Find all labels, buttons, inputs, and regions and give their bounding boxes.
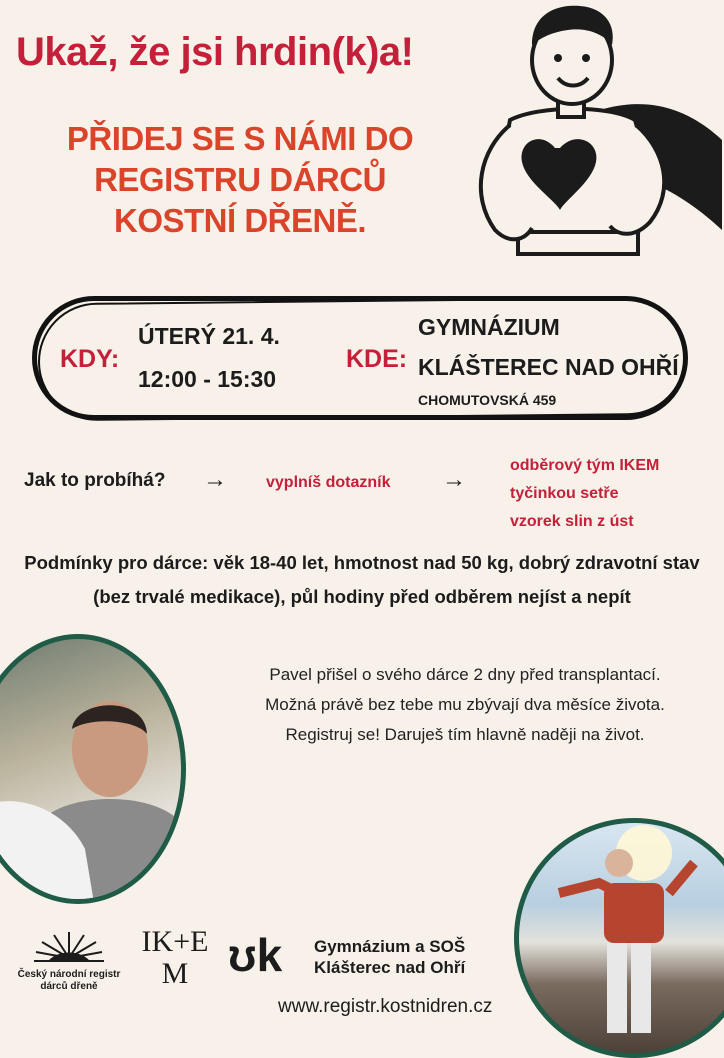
donor-conditions-line: Podmínky pro dárce: věk 18-40 let, hmotnost nad 50 kg, dobrý zdravotní stav	[24, 552, 700, 573]
event-time: 12:00 - 15:30	[138, 366, 277, 392]
school-name-line: Klášterec nad Ohří	[314, 958, 466, 977]
process-step-questionnaire: vyplníš dotazník	[266, 474, 391, 491]
process-step-line: tyčinkou setře	[510, 485, 619, 502]
ikem-logo	[136, 926, 214, 990]
donor-conditions-line: (bez trvalé medikace), půl hodiny před odběrem nejíst a nepít	[93, 586, 631, 607]
subheadline	[40, 118, 440, 241]
venue-town: KLÁŠTEREC NAD OHŘÍ	[418, 354, 679, 380]
registry-name-line: dárců dřeně	[40, 981, 98, 992]
process-step-line: vzorek slin z úst	[510, 513, 634, 530]
superhero-illustration	[440, 0, 724, 290]
registry-url[interactable]: www.registr.kostnidren.cz	[278, 996, 493, 1017]
event-date: ÚTERÝ 21. 4.	[138, 323, 280, 349]
process-step-line: odběrový tým IKEM	[510, 457, 660, 474]
subheadline-line: KOSTNÍ DŘENĚ.	[113, 202, 367, 239]
venue-name: GYMNÁZIUM	[418, 314, 560, 340]
process-step-sampling	[510, 452, 659, 536]
arrow-right-icon: →	[442, 466, 466, 493]
process-question: Jak to probíhá?	[24, 470, 166, 491]
patient-story	[225, 660, 705, 750]
registry-name-line: Český národní registr	[17, 969, 121, 980]
ikem-logo-bottom: M	[161, 957, 189, 990]
where-label: KDE:	[346, 345, 408, 373]
subheadline-line: PŘIDEJ SE S NÁMI DO	[66, 120, 414, 157]
ikem-logo-top: IK+E	[141, 925, 209, 958]
school-name-line: Gymnázium a SOŠ	[314, 937, 466, 956]
venue-address: CHOMUTOVSKÁ 459	[418, 392, 557, 408]
arrow-right-icon: →	[203, 466, 227, 493]
patient-photo	[0, 634, 186, 904]
school-logo-mark: ʊk	[228, 929, 283, 981]
hiker-photo	[514, 818, 724, 1058]
school-name	[314, 936, 465, 978]
subheadline-line: REGISTRU DÁRCŮ	[94, 161, 386, 198]
when-label: KDY:	[60, 345, 120, 373]
story-line: Pavel přišel o svého dárce 2 dny před transplantací.	[269, 665, 661, 684]
sunrise-icon	[14, 928, 124, 964]
donor-conditions	[10, 546, 714, 614]
registry-logo	[14, 928, 124, 993]
story-line: Registruj se! Daruješ tím hlavně naději na život.	[285, 725, 645, 744]
headline: Ukaž, že jsi hrdin(k)a!	[16, 30, 414, 74]
story-line: Možná právě bez tebe mu zbývají dva měsíce života.	[265, 695, 665, 714]
